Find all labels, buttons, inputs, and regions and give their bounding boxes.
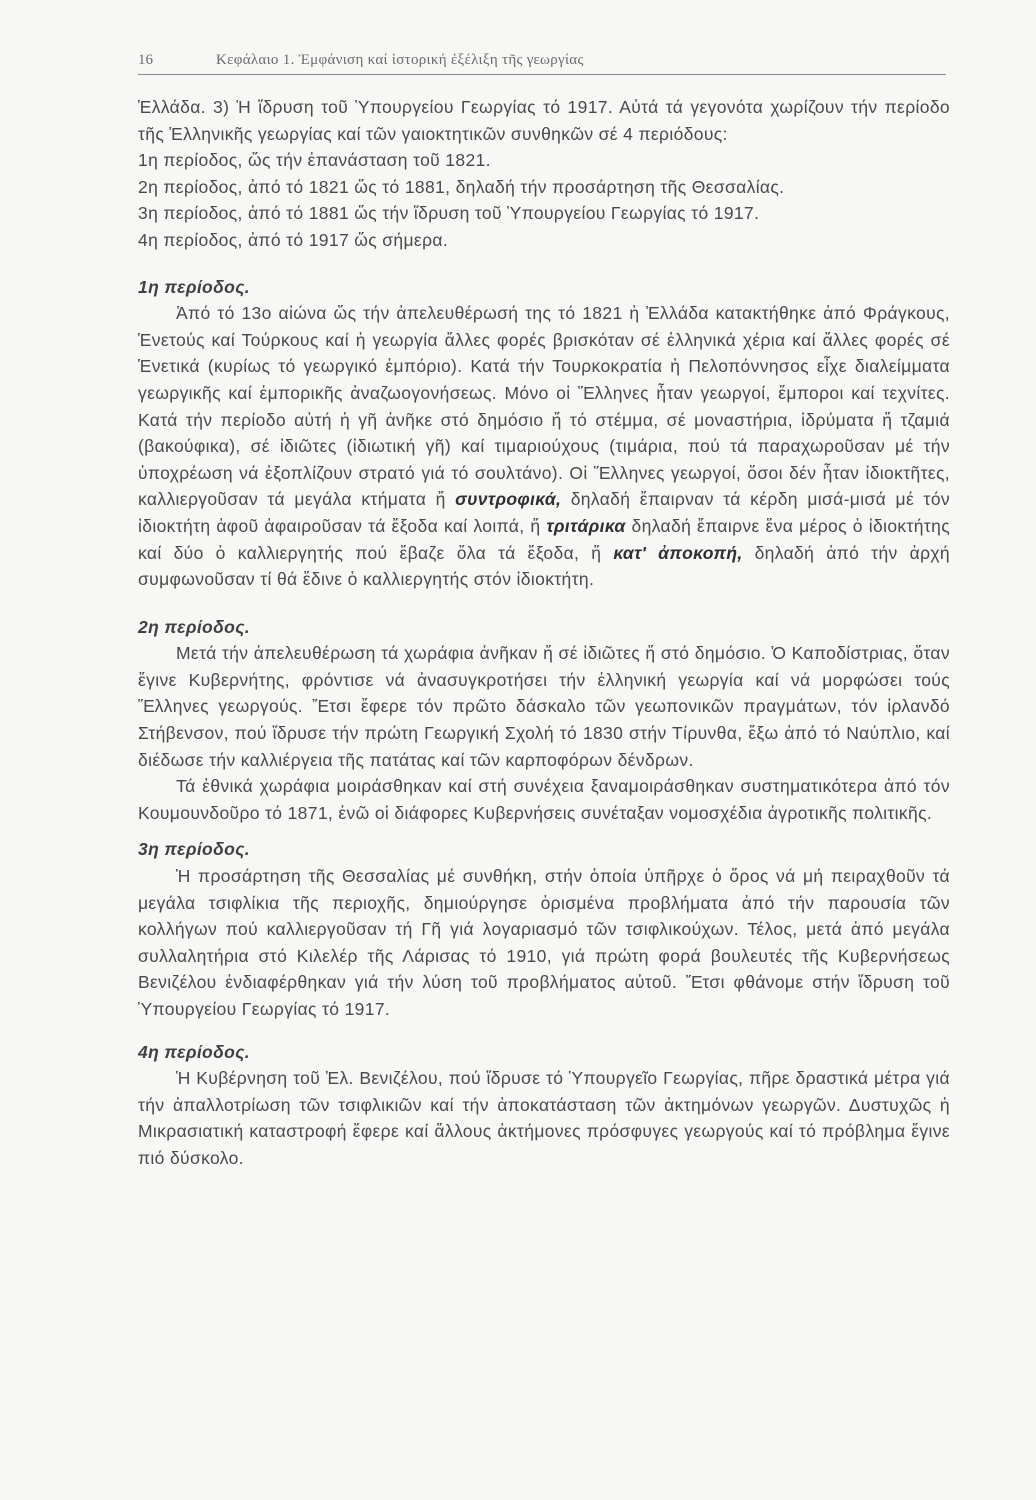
period-list-item-3: 3η περίοδος, ἀπό τό 1881 ὥς τήν ἵδρυση τοῦ Ὑπουργείου Γεωργίας τό 1917. <box>138 203 760 224</box>
page-body <box>138 94 950 1172</box>
page-number: 16 <box>138 52 153 68</box>
section-2-heading: 2η περίοδος. <box>138 616 251 637</box>
running-header <box>138 44 946 75</box>
section-1-text-a: Ἀπό τό 13ο αἰώνα ὥς τήν ἀπελευθέρωσή της τό 1821 ἡ Ἑλλάδα κατακτήθηκε ἀπό Φράγκους, Ἑνετούς καί Τούρκους καί ἡ γεωργία ἄλλες φορές βρισκόταν σέ ἑλληνικά χέρια καί ἄλλες φορές σέ Ἑνετικά (κυρίως τό γεωργικό ἐμπόριο). Κατά τήν Τουρκοκρατία ἡ Πελοπόννησος εἶχε διαλείμματα γεωργικῆς καί ἐμπορικῆς ἀναζωογονήσεως. Μόνο οἱ Ἕλληνες ἦταν γεωργοί, ἔμποροι καί τεχνίτες. Κατά τήν περίοδο αὐτή ἡ γῆ ἀνῆκε στό δημόσιο ἤ τό στέμμα, σέ μοναστήρια, ἱδρύματα ἤ τζαμιά (βακούφικα), σέ ἰδιῶτες (ἰδιωτική γῆ) καί τιμαριούχους (τιμάρια, πού τά παραχωροῦσαν μέ τήν ὑποχρέωση νά ἐξοπλίζουν στρατό γιά τό σουλτάνο). Οἱ Ἕλληνες γεωργοί, ὅσοι δέν ἦταν ἰδιοκτῆτες, καλλιεργοῦσαν τά μεγάλα κτήματα ἤ <box>138 303 950 510</box>
section-4-heading: 4η περίοδος. <box>138 1041 251 1062</box>
section-2-paragraph-1: Μετά τήν ἀπελευθέρωση τά χωράφια ἀνῆκαν ἤ σέ ἰδιῶτες ἤ στό δημόσιο. Ὁ Καποδίστριας, ὅταν ἔγινε Κυβερνήτης, φρόντισε νά ἀνασυγκροτήσει τήν ἑλληνική γεωργία καί νά μορφώσει τούς Ἕλληνες γεωργούς. Ἔτσι ἔφερε τόν πρῶτο δάσκαλο τῶν γεωπονικῶν πραγμάτων, τόν ἰρλανδό Στήβενσον, πού ἵδρυσε τήν πρώτη Γεωργική Σχολή τό 1830 στήν Τίρυνθα, ἔξω ἀπό τό Ναύπλιο, καί διέδωσε τήν καλλιέργεια τῆς πατάτας καί τῶν καρποφόρων δένδρων. <box>138 643 950 770</box>
period-list-item-4: 4η περίοδος, ἀπό τό 1917 ὥς σήμερα. <box>138 229 449 250</box>
intro-paragraph: Ἑλλάδα. 3) Ἡ ἵδρυση τοῦ Ὑπουργείου Γεωργίας τό 1917. Αὐτά τά γεγονότα χωρίζουν τήν περίοδο τῆς Ἑλληνικῆς γεωργίας καί τῶν γαιοκτητικῶν συνθηκῶν σέ 4 περιόδους: <box>138 97 950 144</box>
period-list-item-1: 1η περίοδος, ὥς τήν ἐπανάσταση τοῦ 1821. <box>138 150 491 171</box>
term-kat-apokopi: κατ' ἀποκοπή, <box>613 542 743 563</box>
term-syntrofika: συντροφικά, <box>455 489 562 510</box>
section-2-paragraph-2: Τά ἐθνικά χωράφια μοιράσθηκαν καί στή συνέχεια ξαναμοιράσθηκαν συστηματικότερα ἀπό τόν Κουμουνδοῦρο τό 1871, ἐνῶ οἱ διάφορες Κυβερνήσεις συνέταξαν νομοσχέδια ἀγροτικῆς πολιτικῆς. <box>138 776 950 823</box>
section-3-heading: 3η περίοδος. <box>138 839 251 860</box>
section-1-text-d: δηλαδή ἀπό τήν ἀρχή συμφωνοῦσαν τί θά ἔδινε ὁ καλλιεργητής στόν ἰδιοκτήτη. <box>138 542 951 590</box>
chapter-title: Κεφάλαιο 1. Ἐμφάνιση καί ἱστορική ἐξέλιξη τῆς γεωργίας <box>216 52 584 68</box>
period-list-item-2: 2η περίοδος, ἀπό τό 1821 ὥς τό 1881, δηλαδή τήν προσάρτηση τῆς Θεσσαλίας. <box>138 176 785 197</box>
section-4-paragraph: Ἡ Κυβέρνηση τοῦ Ἐλ. Βενιζέλου, πού ἵδρυσε τό Ὑπουργεῖο Γεωργίας, πῆρε δραστικά μέτρα γιά τήν ἀπαλλοτρίωση τῶν τσιφλικιῶν καί τήν ἀποκατάσταση τῶν ἀκτημόνων γεωργῶν. Δυστυχῶς ἡ Μικρασιατική καταστροφή ἔφερε καί ἄλλους ἀκτήμονες πρόσφυγες γεωργούς καί τό πρόβλημα ἔγινε πιό δύσκολο. <box>138 1068 950 1168</box>
section-1-text-b: δηλαδή ἔπαιρναν τά κέρδη μισά-μισά μέ τόν ἰδιοκτήτη ἀφοῦ ἀφαιροῦσαν τά ἔξοδα καί λοιπά, ἤ <box>138 489 951 536</box>
section-1-heading: 1η περίοδος. <box>138 276 251 297</box>
section-1-paragraph <box>138 300 950 593</box>
section-1-text-c: δηλαδή ἔπαιρνε ἕνα μέρος ὁ ἰδιοκτήτης καί δύο ὁ καλλιεργητής πού ἔβαζε ὅλα τά ἔξοδα, ἤ <box>138 515 950 563</box>
term-tritarika: τριτάρικα <box>546 515 626 536</box>
section-3-paragraph: Ἡ προσάρτηση τῆς Θεσσαλίας μέ συνθήκη, στήν ὁποία ὑπῆρχε ὁ ὅρος νά μή πειραχθοῦν τά μεγάλα τσιφλίκια τῆς περιοχῆς, δημιούργησε ὁρισμένα προβλήματα ἀπό τήν παρουσία τῶν κολλήγων πού καλλιεργοῦσαν τή Γῆ γιά λογαριασμό τῶν τσιφλικούχων. Τέλος, μετά ἀπό μεγάλα συλλαλητήρια στό Κιλελέρ τῆς Λάρισας τό 1910, γιά πρώτη φορά βουλευτές τῆς Κυβερνήσεως Βενιζέλου ἐνδιαφέρθηκαν γιά τήν λύση τοῦ προβλήματος αὐτοῦ. Ἔτσι φθάνομε στήν ἵδρυση τοῦ Ὑπουργείου Γεωργίας τό 1917. <box>138 866 950 1019</box>
